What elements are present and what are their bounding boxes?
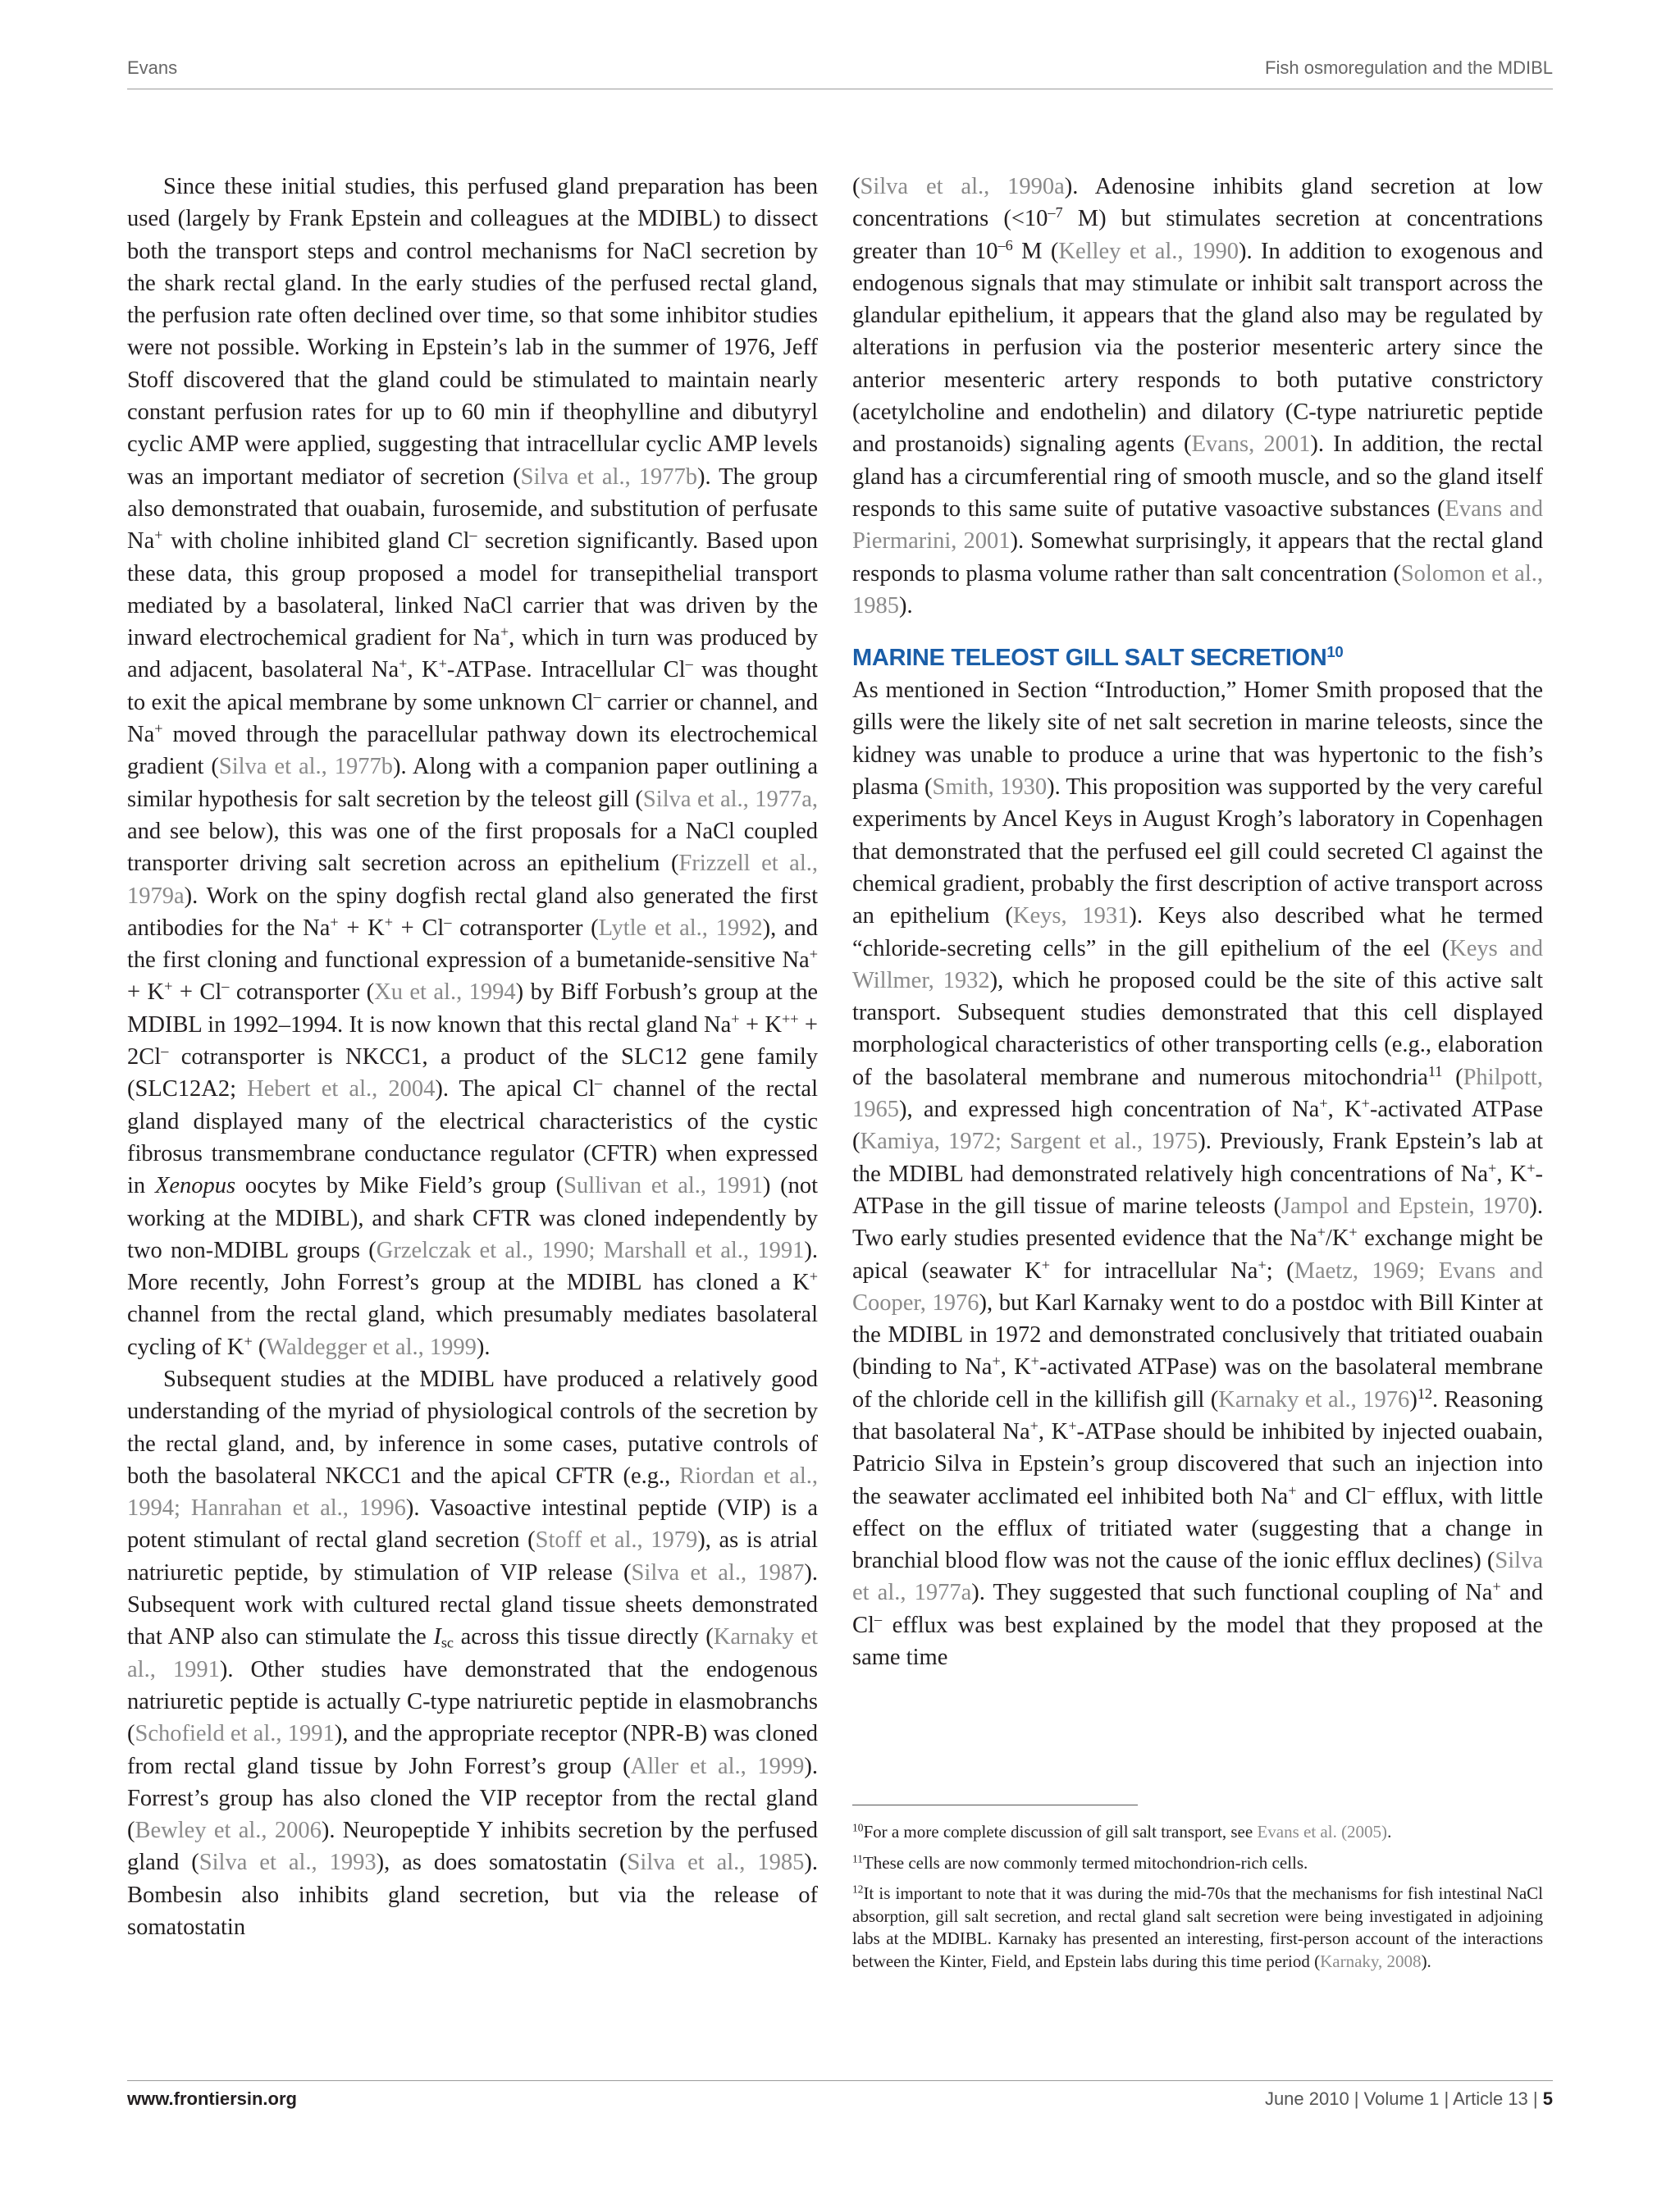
citation[interactable]: Evans et al. (2005)	[1257, 1822, 1388, 1842]
citation[interactable]: Lytle et al., 1992	[598, 915, 763, 941]
citation[interactable]: Jampol and Epstein, 1970	[1281, 1193, 1530, 1219]
paragraph-physiological-controls: Subsequent studies at the MDIBL have produced a relatively good understanding of the myriad of physiological controls of the secretion by the rectal gland, and, by inference in some cases, putative controls of both the basolateral NKCC1 and the apical CFTR (e.g., Riordan et al., 1994; Hanrahan et al., 1996). Vasoactive intestinal peptide (VIP) is a potent stimulant of rectal gland secretion (Stoff et al., 1979), as is atrial natriuretic peptide, by stimulation of VIP release (Silva et al., 1987). Subsequent work with cultured rectal gland tissue sheets demonstrated that ANP also can stimulate the $I_{sc}$ across this tissue directly (Karnaky et al., 1991). Other studies have demonstrated that the endogenous natriuretic peptide is actually C-type natriuretic peptide in elasmobranchs (Schofield et al., 1991), and the appropriate receptor (NPR-B) was cloned from rectal gland tissue by John Forrest’s group (Aller et al., 1999). Forrest’s group has also cloned the VIP receptor from the rectal gland (Bewley et al., 2006). Neuropeptide Y inhibits secretion by the perfused gland (Silva et al., 1993), as does somatostatin (Silva et al., 1985). Bombesin also inhibits gland secretion, but via the release of somatostatin	[127, 1366, 819, 1941]
citation[interactable]: Silva et al., 1977b	[218, 754, 394, 780]
citation[interactable]: Waldegger et al., 1999	[266, 1334, 477, 1360]
citation[interactable]: Kamiya, 1972; Sargent et al., 1975	[860, 1129, 1198, 1155]
paragraph-gill-salt-secretion: As mentioned in Section “Introduction,” Homer Smith proposed that the gills were the likely site of net salt secretion in marine teleosts, since the kidney was unable to produce a urine that was hypertonic to the fish’s plasma (Smith, 1930). This proposition was supported by the very careful experiments by Ancel Keys in August Krogh’s laboratory in Copenhagen that demonstrated that the perfused eel gill could secreted Cl against the chemical gradient, probably the first description of active transport across an epithelium (Keys, 1931). Keys also described what he termed “chloride-secreting cells” in the gill epithelium of the eel (Keys and Willmer, 1932), which he proposed could be the site of this active salt transport. Subsequent studies demonstrated that this cell displayed morphological characteristics of other transporting cells (e.g., elaboration of the basolateral membrane and numerous mitochondria$^{11}$ (Philpott, 1965), and expressed high concentration of Na+, K+-activated ATPase (Kamiya, 1972; Sargent et al., 1975). Previously, Frank Epstein’s lab at the MDIBL had demonstrated relatively high concentrations of Na+, K+-ATPase in the gill tissue of marine teleosts (Jampol and Epstein, 1970). Two early studies presented evidence that the Na+/K+ exchange might be apical (seawater K+ for intracellular Na+; (Maetz, 1969; Evans and Cooper, 1976), but Karl Karnaky went to do a postdoc with Bill Kinter at the MDIBL in 1972 and demonstrated conclusively that tritiated ouabain (binding to Na+, K+-activated ATPase) was on the basolateral membrane of the chloride cell in the killifish gill (Karnaky et al., 1976)$^{12}$. Reasoning that basolateral Na+, K+-ATPase should be inhibited by injected ouabain, Patricio Silva in Epstein’s group discovered that such an injection into the seawater acclimated eel inhibited both Na+ and Cl– efflux, with little effect on the efflux of tritiated water (suggesting that a change in branchial blood flow was not the cause of the ionic efflux declines) (Silva et al., 1977a). They suggested that such functional coupling of Na+ and Cl– efflux was best explained by the model that they proposed at the same time	[852, 678, 1544, 1671]
citation[interactable]: Aller et al., 1999	[630, 1753, 805, 1779]
footnote-marker[interactable]: 11	[1427, 1062, 1443, 1079]
footnote-11: $^{11}$These cells are now commonly termed mitochondrion-rich cells.	[852, 1852, 1308, 1873]
journal-website-link[interactable]: www.frontiersin.org	[127, 2088, 297, 2109]
citation[interactable]: Riordan et al., 1994; Hanrahan et al., 1996	[127, 1463, 818, 1522]
citation[interactable]: Karnaky et al., 1976	[1218, 1386, 1410, 1413]
citation[interactable]: Sullivan et al., 1991	[564, 1173, 763, 1199]
running-head-author: Evans	[127, 57, 178, 78]
citation[interactable]: Silva et al., 1977b	[520, 463, 698, 490]
citation[interactable]: Silva et al., 1977a,	[642, 786, 818, 812]
citation[interactable]: Silva et al., 1993	[199, 1850, 377, 1876]
citation[interactable]: Philpott, 1965	[852, 1064, 1543, 1123]
citation[interactable]: Evans and Piermarini, 2001	[852, 495, 1543, 555]
footnote-10: $^{10}$For a more complete discussion of gill salt transport, see Evans et al. (2005).	[852, 1821, 1392, 1842]
issue-info: June 2010 | Volume 1 | Article 13 | 5	[1264, 2088, 1553, 2109]
citation[interactable]: Karnaky et al., 1991	[127, 1624, 818, 1682]
footnotes	[852, 1821, 1543, 1981]
running-head-title: Fish osmoregulation and the MDIBL	[1265, 57, 1553, 78]
paragraph-adenosine-perfusion: (Silva et al., 1990a). Adenosine inhibits gland secretion at low concentrations ($<10^{-7}$ M) but stimulates secretion at concentrations greater than $10^{-6}$ M (Kelley et al., 1990). In addition to exogenous and endogenous signals that may stimulate or inhibit salt transport across the glandular epithelium, it appears that the gland also may be regulated by alterations in perfusion via the posterior mesenteric artery since the anterior mesenteric artery responds to both putative constrictory (acetylcholine and endothelin) and dilatory (C-type natriuretic peptide and prostanoids) signaling agents (Evans, 2001). In addition, the rectal gland has a circumferential ring of smooth muscle, and so the gland itself responds to this same suite of putative vasoactive substances (Evans and Piermarini, 2001). Somewhat surprisingly, it appears that the rectal gland responds to plasma volume rather than salt concentration (Solomon et al., 1985).	[852, 174, 1543, 618]
left-column	[127, 171, 818, 1943]
right-column	[852, 171, 1543, 1673]
citation[interactable]: Bewley et al., 2006	[135, 1818, 322, 1844]
citation[interactable]: Silva et al., 1977a	[852, 1548, 1543, 1606]
footnote-12: $^{12}$It is important to note that it was during the mid-70s that the mechanisms for fish intestinal NaCl absorption, gill salt secretion, and rectal gland salt secretion were being investigated in adjoining labs at the MDIBL. Karnaky has presented an interesting, first-person account of the interactions between the Kinter, Field, and Epstein labs during this time period (Karnaky, 2008).	[852, 1883, 1543, 1971]
citation[interactable]: Evans, 2001	[1191, 431, 1311, 458]
section-heading: MARINE TELEOST GILL SALT SECRETION$^{10}$	[852, 642, 1344, 672]
citation[interactable]: Stoff et al., 1979	[535, 1527, 698, 1554]
footer-rule	[127, 2080, 1553, 2081]
citation[interactable]: Schofield et al., 1991	[135, 1721, 335, 1747]
paragraph-rectal-gland-transport: Since these initial studies, this perfused gland preparation has been used (largely by Frank Epstein and colleagues at the MDIBL) to dissect both the transport steps and control mechanisms for NaCl secretion by the shark rectal gland. In the early studies of the perfused rectal gland, the perfusion rate often declined over time, so that some inhibitor studies were not possible. Working in Epstein’s lab in the summer of 1976, Jeff Stoff discovered that the gland could be stimulated to maintain nearly constant perfusion rates for up to 60 min if theophylline and dibutyryl cyclic AMP were applied, suggesting that intracellular cyclic AMP levels was an important mediator of secretion (Silva et al., 1977b). The group also demonstrated that ouabain, furosemide, and substitution of perfusate Na+ with choline inhibited gland Cl– secretion significantly. Based upon these data, this group proposed a model for transepithelial transport mediated by a basolateral, linked NaCl carrier that was driven by the inward electrochemical gradient for Na+, which in turn was produced by and adjacent, basolateral Na+, K+-ATPase. Intracellular Cl– was thought to exit the apical membrane by some unknown Cl– carrier or channel, and Na+ moved through the paracellular pathway down its electrochemical gradient (Silva et al., 1977b). Along with a companion paper outlining a similar hypothesis for salt secretion by the teleost gill (Silva et al., 1977a, and see below), this was one of the first proposals for a NaCl coupled transporter driving salt secretion across an epithelium (Frizzell et al., 1979a). Work on the spiny dogfish rectal gland also generated the first antibodies for the Na+ + K+ + Cl– cotransporter (Lytle et al., 1992), and the first cloning and functional expression of a bumetanide-sensitive Na+ + K+ + Cl– cotransporter (Xu et al., 1994) by Biff Forbush’s group at the MDIBL in 1992–1994. It is now known that this rectal gland Na+ + K++ + 2Cl– cotransporter is NKCC1, a product of the SLC12 gene family (SLC12A2; Hebert et al., 2004). The apical Cl– channel of the rectal gland displayed many of the electrical characteristics of the cystic fibrosus transmembrane conductance regulator (CFTR) when expressed in Xenopus oocytes by Mike Field’s group (Sullivan et al., 1991) (not working at the MDIBL), and shark CFTR was cloned independently by two non-MDIBL groups (Grzelczak et al., 1990; Marshall et al., 1991). More recently, John Forrest’s group at the MDIBL has cloned a K+ channel from the rectal gland, which presumably mediates basolateral cycling of K+ (Waldegger et al., 1999).	[127, 174, 819, 1360]
citation[interactable]: Smith, 1930	[932, 774, 1048, 801]
citation[interactable]: Hebert et al., 2004	[247, 1076, 436, 1102]
citation[interactable]: Keys and Willmer, 1932	[852, 935, 1543, 993]
citation[interactable]: Solomon et al., 1985	[852, 560, 1543, 618]
citation[interactable]: Maetz, 1969; Evans and Cooper, 1976	[852, 1257, 1543, 1316]
citation[interactable]: Frizzell et al., 1979a	[127, 851, 818, 909]
citation[interactable]: Karnaky, 2008	[1320, 1951, 1422, 1971]
citation[interactable]: Kelley et al., 1990	[1058, 238, 1239, 264]
citation[interactable]: Xu et al., 1994	[374, 979, 516, 1006]
footnote-marker[interactable]: 10	[1326, 642, 1344, 660]
footnote-marker[interactable]: 12	[1417, 1385, 1433, 1402]
citation[interactable]: Silva et al., 1985	[627, 1850, 805, 1876]
citation[interactable]: Grzelczak et al., 1990; Marshall et al., 1991	[376, 1237, 805, 1263]
page-number: 5	[1542, 2088, 1553, 2109]
citation[interactable]: Silva et al., 1987	[631, 1559, 805, 1586]
citation[interactable]: Keys, 1931	[1012, 903, 1130, 929]
citation[interactable]: Silva et al., 1990a	[860, 174, 1065, 199]
